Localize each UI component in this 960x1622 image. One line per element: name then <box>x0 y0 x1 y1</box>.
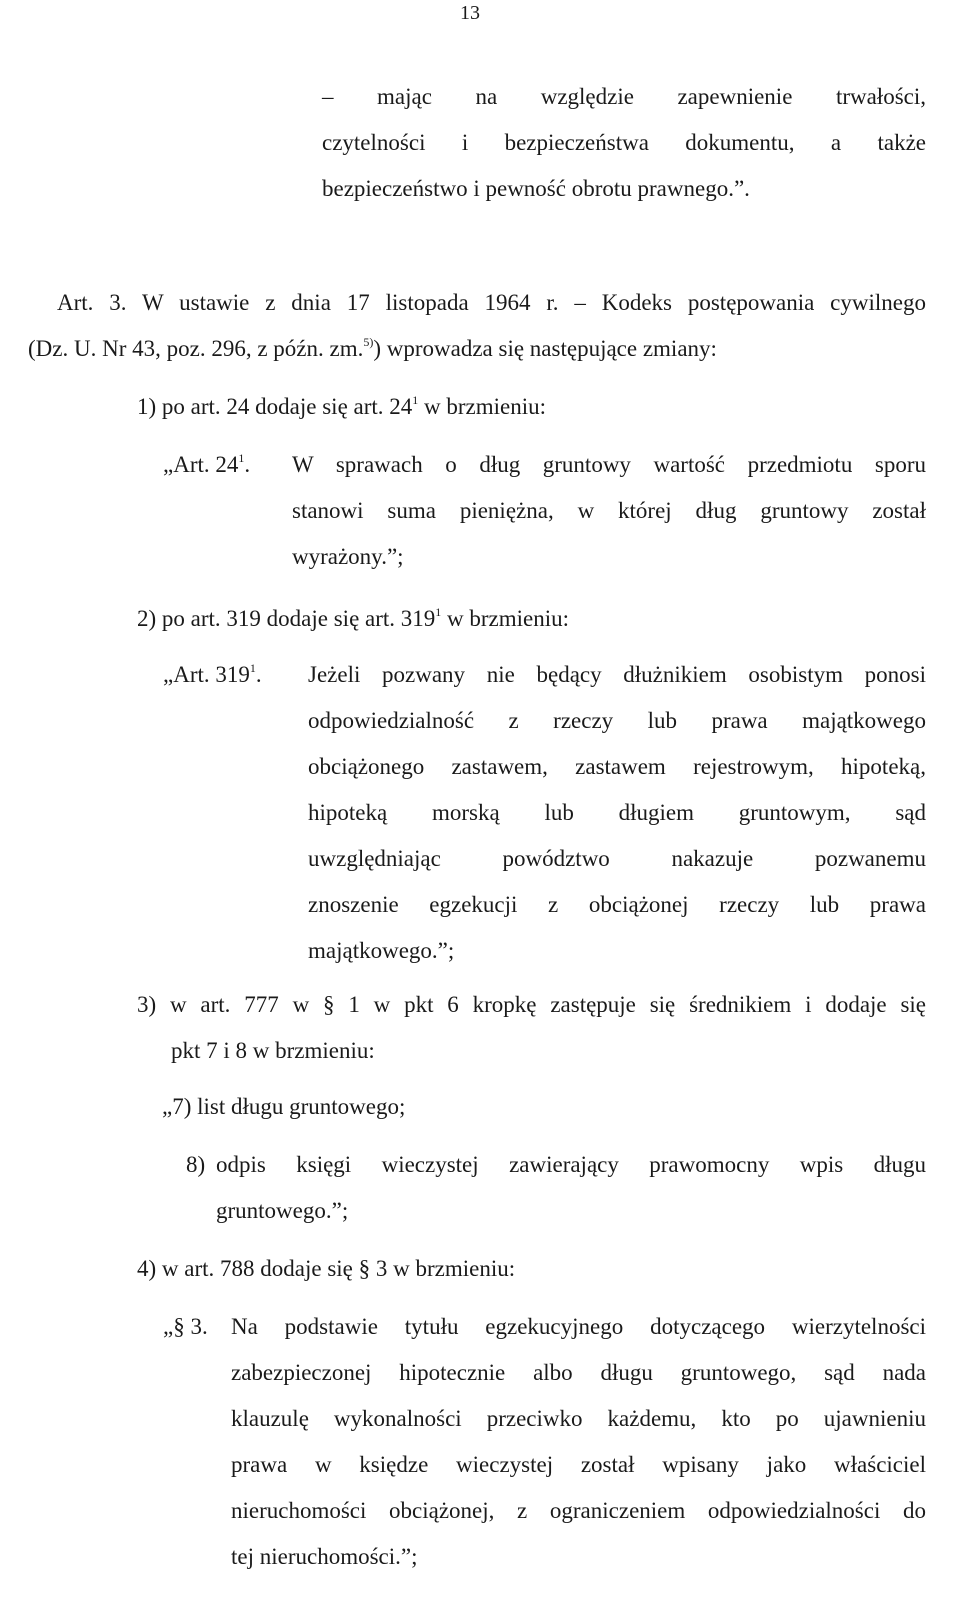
article-line: W sprawach o dług gruntowy wartość przedmiotu sporu <box>292 452 926 477</box>
paragraph-line: tej nieruchomości.”; <box>231 1544 418 1569</box>
point-1: 1) po art. 24 dodaje się art. $24^1$ w brzmieniu: <box>137 393 547 419</box>
article-line: majątkowego.”; <box>308 938 455 963</box>
point-3 <box>137 982 926 1074</box>
article-3 <box>28 280 926 372</box>
paragraph-line: klauzulę wykonalności przeciwko każdemu, kto po ujawnieniu <box>231 1406 926 1431</box>
article-319-1 <box>163 652 926 974</box>
paragraph-3 <box>163 1304 926 1580</box>
article-3-line: Art. 3. W ustawie z dnia 17 listopada 1964 r. – Kodeks postępowania cywilnego <box>57 290 926 315</box>
article-line: Jeżeli pozwany nie będący dłużnikiem osobistym ponosi <box>308 662 926 687</box>
article-label: „Art. $24^1$. <box>163 451 251 477</box>
intro-line: bezpieczeństwo i pewność obrotu prawnego.”. <box>322 176 750 201</box>
intro-line: czytelności i bezpieczeństwa dokumentu, a także <box>322 130 926 155</box>
point-3-line: 3) w art. 777 w § 1 w pkt 6 kropkę zastępuje się średnikiem i dodaje się <box>137 992 926 1017</box>
paragraph-line: prawa w księdze wieczystej został wpisany jako właściciel <box>231 1452 926 1477</box>
item-8 <box>186 1142 926 1234</box>
point-2: 2) po art. 319 dodaje się art. $319^1$ w brzmieniu: <box>137 605 570 631</box>
point-4: 4) w art. 788 dodaje się § 3 w brzmieniu: <box>137 1256 516 1281</box>
article-line: obciążonego zastawem, zastawem rejestrowym, hipoteką, <box>308 754 926 779</box>
item-8-line: gruntowego.”; <box>216 1198 349 1223</box>
item-7: „7) list długu gruntowego; <box>162 1094 406 1119</box>
article-label: „Art. $319^1$. <box>163 661 262 687</box>
item-8-label: 8) <box>186 1152 206 1177</box>
intro-line: – mając na względzie zapewnienie trwałości, <box>322 84 926 109</box>
article-line: hipoteką morską lub długiem gruntowym, sąd <box>308 800 926 825</box>
paragraph-line: zabezpieczonej hipotecznie albo długu gruntowego, sąd nada <box>231 1360 926 1385</box>
article-line: stanowi suma pieniężna, w której dług gruntowy został <box>292 498 926 523</box>
article-line: znoszenie egzekucji z obciążonej rzeczy lub prawa <box>308 892 926 917</box>
footnote-ref: 5) <box>363 335 374 349</box>
page-number: 13 <box>460 2 480 24</box>
paragraph-line: nieruchomości obciążonej, z ograniczeniem odpowiedzialności do <box>231 1498 926 1523</box>
paragraph-label: „§ 3. <box>163 1314 208 1339</box>
article-3-line: (Dz. U. Nr 43, poz. 296, z późn. zm.$^{5)}$) wprowadza się następujące zmiany: <box>28 335 717 361</box>
article-line: wyrażony.”; <box>292 544 404 569</box>
article-line: odpowiedzialność z rzeczy lub prawa majątkowego <box>308 708 926 733</box>
intro-paragraph <box>322 74 926 212</box>
paragraph-line: Na podstawie tytułu egzekucyjnego dotyczącego wierzytelności <box>231 1314 926 1339</box>
point-3-line: pkt 7 i 8 w brzmieniu: <box>171 1038 375 1063</box>
item-8-line: odpis księgi wieczystej zawierający prawomocny wpis długu <box>216 1152 926 1177</box>
article-line: uwzględniając powództwo nakazuje pozwanemu <box>308 846 926 871</box>
article-24-1 <box>163 442 926 580</box>
